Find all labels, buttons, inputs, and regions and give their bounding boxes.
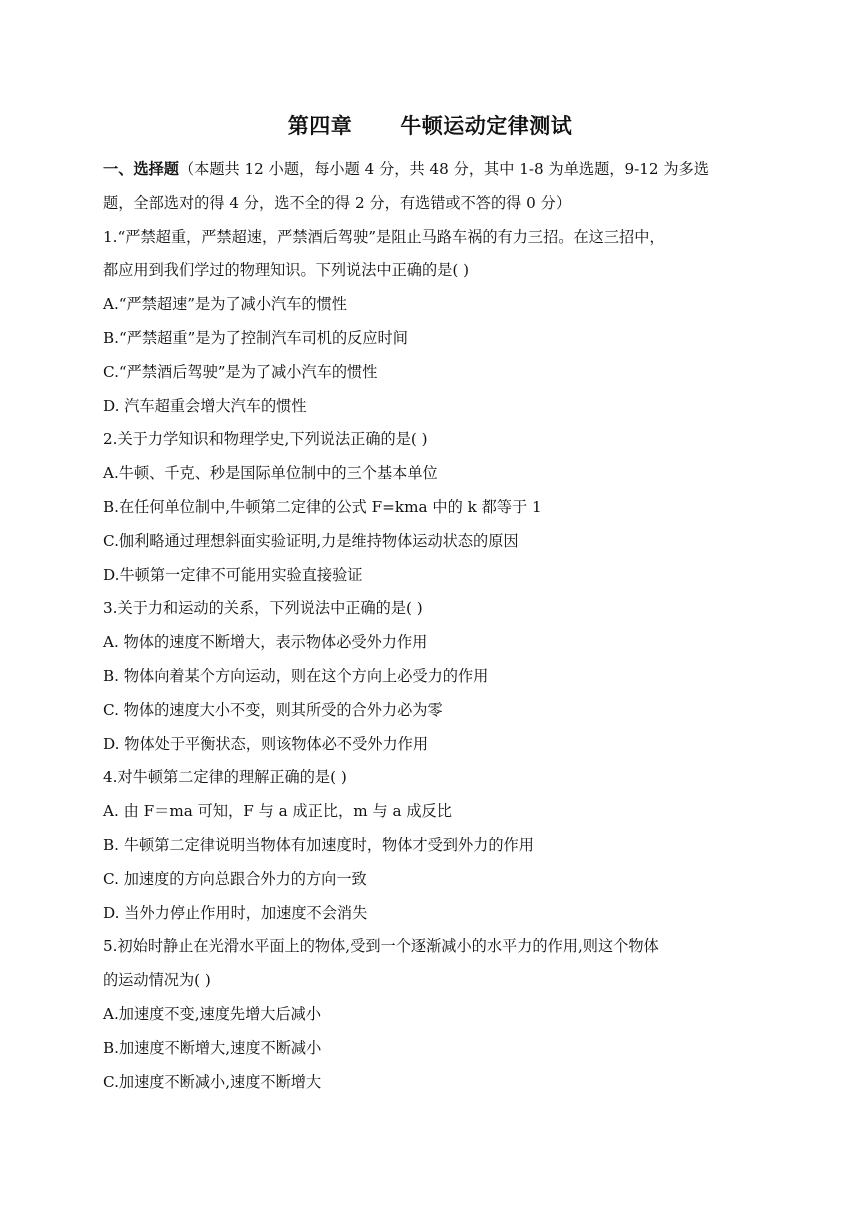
question-3-option-d: D. 物体处于平衡状态，则该物体必不受外力作用 [103,734,429,753]
question-2-option-d: D.牛顿第一定律不可能用实验直接验证 [103,565,363,584]
question-1-option-d: D. 汽车超重会增大汽车的惯性 [103,396,307,415]
question-4-option-d: D. 当外力停止作用时，加速度不会消失 [103,903,368,922]
page-title [0,110,860,140]
section-note-line1: （本题共 12 小题，每小题 4 分，共 48 分，其中 1-8 为单选题，9-12 为多选 [178,160,709,178]
question-1-option-b: B.“严禁超重”是为了控制汽车司机的反应时间 [103,328,408,347]
question-3-stem: 3.关于力和运动的关系，下列说法中正确的是( ) [103,599,423,618]
question-5-stem-line1: 5.初始时静止在光滑水平面上的物体,受到一个逐渐减小的水平力的作用,则这个物体 [103,937,659,956]
question-1-stem-line2: 都应用到我们学过的物理知识。下列说法中正确的是( ) [103,261,469,280]
question-1-option-a: A.“严禁超速”是为了减小汽车的惯性 [103,295,347,314]
question-2-option-b: B.在任何单位制中,牛顿第二定律的公式 F=kma 中的 k 都等于 1 [103,497,542,516]
section-note-line2: 题，全部选对的得 4 分，选不全的得 2 分，有选错或不答的得 0 分） [103,193,572,212]
section-intro [103,153,763,187]
question-2-option-a: A.牛顿、千克、秒是国际单位制中的三个基本单位 [103,464,438,483]
question-3-option-c: C. 物体的速度大小不变，则其所受的合外力必为零 [103,700,443,719]
question-3-option-a: A. 物体的速度不断增大，表示物体必受外力作用 [103,633,428,652]
question-4-option-a: A. 由 F＝ma 可知，F 与 a 成正比，m 与 a 成反比 [103,802,452,821]
section-heading: 一、选择题 [103,160,179,178]
question-2-option-c: C.伽利略通过理想斜面实验证明,力是维持物体运动状态的原因 [103,531,519,550]
question-1-stem-line1: 1.“严禁超重，严禁超速，严禁酒后驾驶”是阻止马路车祸的有力三招。在这三招中， [103,227,665,246]
question-5-option-b: B.加速度不断增大,速度不断减小 [103,1038,322,1057]
question-5-option-a: A.加速度不变,速度先增大后减小 [103,1004,322,1023]
question-2-stem: 2.关于力学知识和物理学史,下列说法正确的是( ) [103,430,428,449]
title-name: 牛顿运动定律测试 [400,114,573,138]
question-5-option-c: C.加速度不断减小,速度不断增大 [103,1072,322,1091]
question-1-option-c: C.“严禁酒后驾驶”是为了减小汽车的惯性 [103,362,378,381]
question-4-option-c: C. 加速度的方向总跟合外力的方向一致 [103,869,367,888]
question-4-option-b: B. 牛顿第二定律说明当物体有加速度时，物体才受到外力的作用 [103,835,534,854]
question-3-option-b: B. 物体向着某个方向运动，则在这个方向上必受力的作用 [103,666,489,685]
question-5-stem-line2: 的运动情况为( ) [103,971,211,990]
document-body [103,153,763,1099]
question-4-stem: 4.对牛顿第二定律的理解正确的是( ) [103,768,347,787]
title-chapter: 第四章 [287,114,353,138]
